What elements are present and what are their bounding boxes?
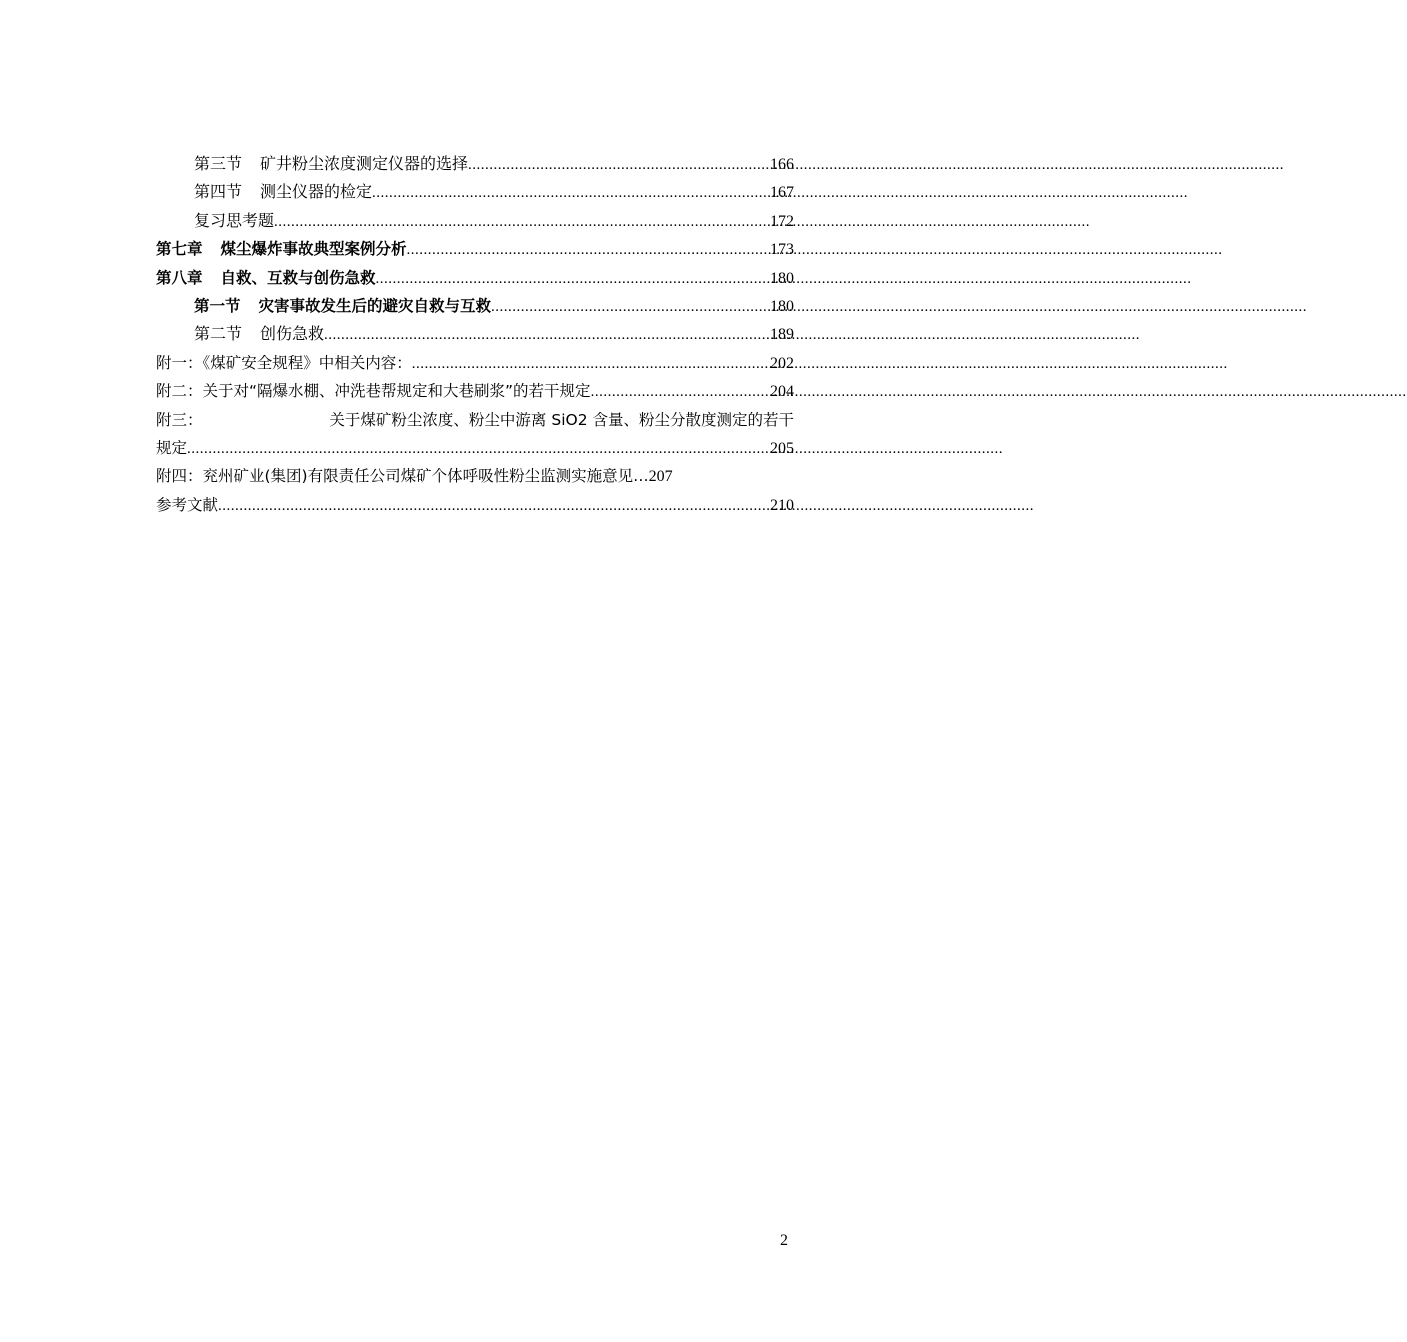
toc-entry-title: 第二节 创伤急救 [194, 324, 325, 344]
toc-entry-page: 173 [770, 241, 794, 259]
toc-entry-page: 210 [770, 496, 794, 514]
toc-entry-title: 关于煤矿粉尘浓度、粉尘中游离 SiO2 含量、粉尘分散度测定的若干 [329, 410, 794, 429]
toc-entry-title: 第四节 测尘仪器的检定 [194, 182, 373, 202]
toc-entry-section-3[interactable] [156, 150, 794, 178]
toc-entry-title: 附二：关于对“隔爆水棚、冲洗巷帮规定和大巷刷浆”的若干规定 [156, 382, 591, 401]
toc-entry-title: 第一节 灾害事故发生后的避灾自救与互救 [194, 296, 492, 315]
toc-leader-dots [591, 378, 770, 406]
toc-entry-appendix-4[interactable] [156, 462, 794, 490]
toc-leader-dots [372, 179, 770, 207]
toc-entry-section-4[interactable] [156, 178, 794, 206]
page-number: 2 [780, 1232, 788, 1249]
toc-entry-title: 参考文献 [156, 495, 219, 514]
toc-entry-page: 166 [770, 156, 794, 173]
toc-entry-section-1[interactable] [156, 292, 794, 320]
toc-entry-section-2[interactable] [156, 320, 794, 348]
toc-entry-appendix-3[interactable] [156, 406, 794, 463]
toc-entry-page: 180 [770, 269, 794, 287]
toc-leader-dots [412, 350, 770, 378]
toc-leader-dots [407, 236, 770, 264]
toc-leader-dots [274, 208, 770, 236]
toc-entry-title-line-2 [156, 434, 794, 462]
toc-leader-dots [468, 151, 770, 179]
toc-entry-appendix-1[interactable] [156, 349, 794, 377]
toc-leader-dots [324, 321, 770, 349]
toc-entry-page: 180 [770, 297, 794, 315]
toc-entry-review-questions[interactable] [156, 207, 794, 235]
toc-entry-title: 附四：兖州矿业(集团)有限责任公司煤矿个体呼吸性粉尘监测实施意见… [156, 467, 649, 486]
toc-entry-title: 第八章 自救、互救与创伤急救 [156, 268, 376, 287]
toc-leader-dots [376, 265, 770, 293]
toc-entry-page: 189 [770, 326, 794, 344]
toc-entry-prefix: 附三： [156, 410, 203, 429]
toc-entry-title: 第三节 矿井粉尘浓度测定仪器的选择 [194, 154, 469, 173]
toc-entry-title: 附一：《煤矿安全规程》中相关内容： [156, 353, 412, 372]
table-of-contents [156, 150, 794, 519]
toc-entry-references[interactable] [156, 491, 794, 519]
toc-entry-page: 205 [770, 439, 794, 457]
toc-leader-dots [218, 492, 770, 520]
toc-entry-chapter-7[interactable] [156, 235, 794, 263]
toc-entry-title: 第七章 煤尘爆炸事故典型案例分析 [156, 240, 407, 259]
toc-entry-title-line-1 [156, 406, 794, 434]
toc-leader-dots [187, 435, 770, 463]
toc-leader-dots [491, 293, 770, 321]
toc-entry-page: 204 [770, 383, 794, 401]
toc-entry-page: 167 [770, 184, 794, 202]
toc-entry-chapter-8[interactable] [156, 264, 794, 292]
toc-entry-title: 复习思考题 [194, 210, 275, 230]
toc-entry-appendix-2[interactable] [156, 377, 794, 405]
toc-entry-page: 202 [770, 354, 794, 372]
toc-entry-title-continued: 规定 [156, 438, 188, 457]
toc-entry-page: 172 [770, 212, 794, 230]
toc-entry-page: 207 [648, 468, 673, 486]
